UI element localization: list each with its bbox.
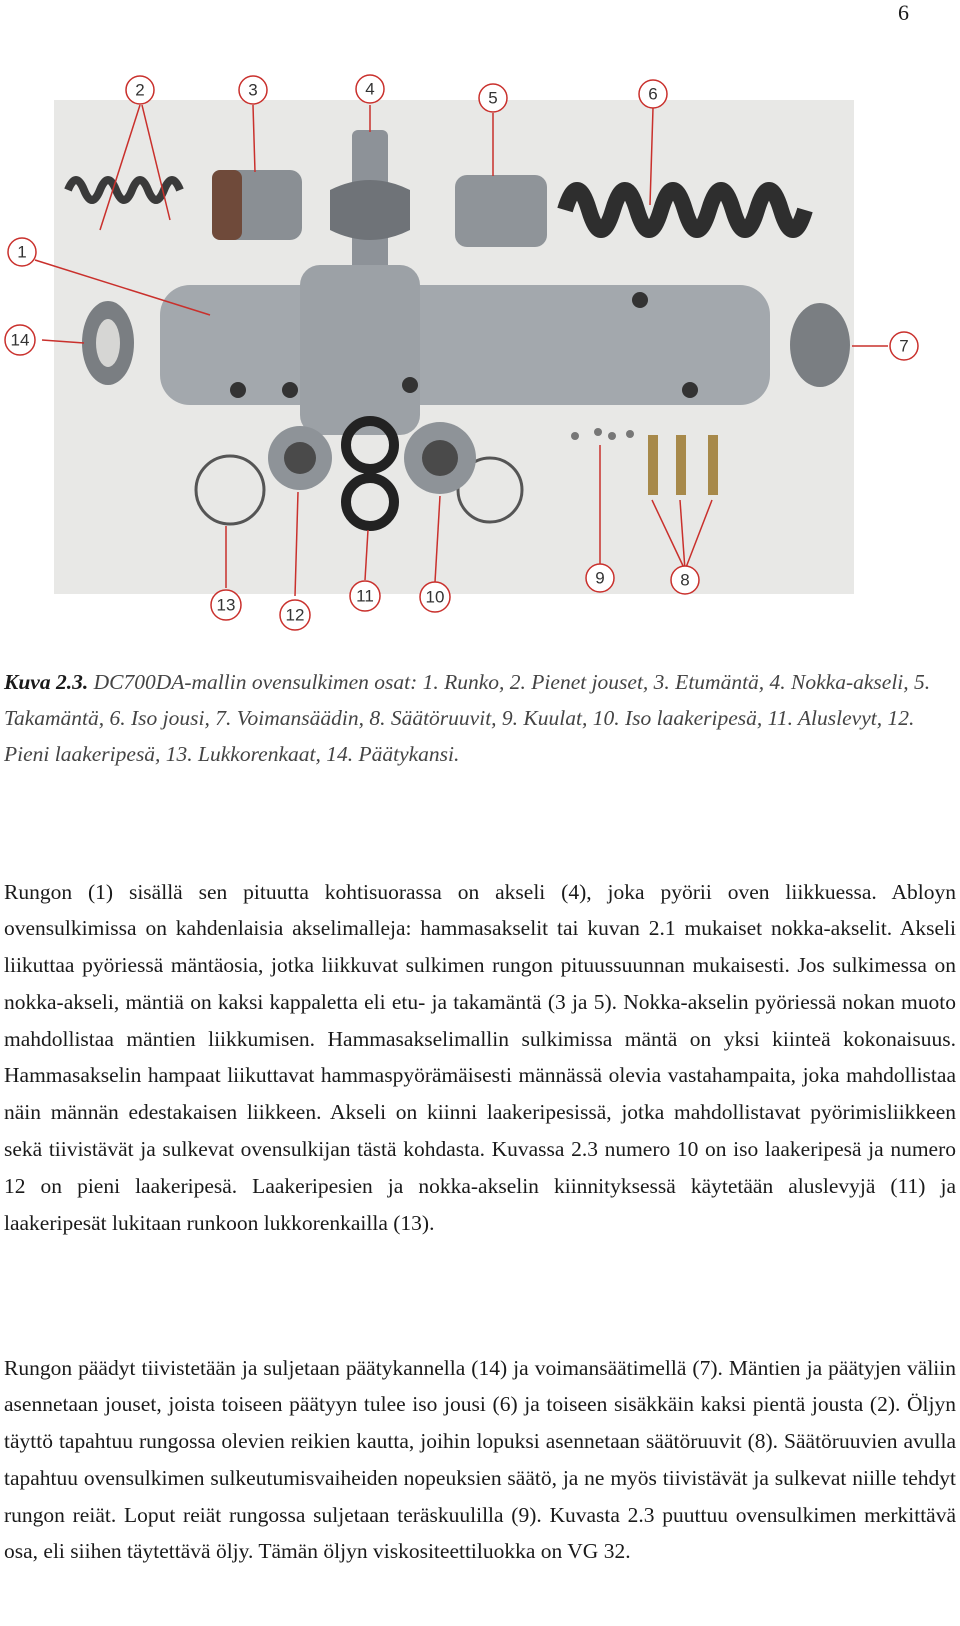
front-piston-part <box>212 170 302 240</box>
screw-part <box>648 435 658 495</box>
ball-part <box>626 430 634 438</box>
callout-label-1: 1 <box>17 242 27 262</box>
callout-label-11: 11 <box>356 586 374 606</box>
callout-label-9: 9 <box>595 568 605 588</box>
parts-figure <box>0 60 960 660</box>
page-number: 6 <box>898 0 909 25</box>
ball-part <box>594 428 602 436</box>
callout-label-5: 5 <box>488 88 498 108</box>
caption-text: DC700DA-mallin ovensulkimen osat: 1. Runko, 2. Pienet jouset, 3. Etumäntä, 4. Nokka-akseli, 5. Takamäntä, 6. Iso jousi, 7. Voimansäädin, 8. Säätöruuvit, 9. Kuulat, 10. Iso laakeripesä, 11. Aluslevyt, 12. Pieni laakeripesä, 13. Lukkorenkaat, 14. Päätykansi. <box>4 670 931 766</box>
callout-label-3: 3 <box>248 80 258 100</box>
figure-caption <box>4 664 956 772</box>
rear-piston-part <box>455 175 547 247</box>
body-paragraph: Rungon päädyt tiivistetään ja suljetaan päätykannella (14) ja voimansäätimellä (7). Mäntien ja päätyjen väliin asennetaan jouset, joista toiseen päätyyn tulee iso jousi (6) ja toiseen sisäkkäin kaksi pientä jousta (2). Öljyn täyttö tapahtuu rungossa olevien reikien kautta, joihin lopuksi asennetaan säätöruuvit (8). Säätöruuvien avulla tapahtuu ovensulkimen sulkeutumisvaiheiden nopeuksien säätö, ja ne myös tiivistävät ja sulkevat niille tehdyt rungon reiät. Loput reiät rungossa suljetaan teräskuulilla (9). Kuvasta 2.3 puuttuu ovensulkimen merkittävä osa, eli siihen täytettävä öljy. Tämän öljyn viskositeettiluokka on VG 32. <box>4 1355 956 1564</box>
parts-photo <box>0 60 960 660</box>
callout-label-6: 6 <box>648 84 658 104</box>
callout-label-10: 10 <box>425 587 445 607</box>
body-paragraph: Rungon (1) sisällä sen pituutta kohtisuorassa on akseli (4), joka pyörii oven liikkuessa. Abloyn ovensulkimissa on kahdenlaisia akselimalleja: hammasakselit tai kuvan 2.1 mukaiset nokka-akselit. Akseli liikuttaa pyöriessä mäntäosia, jotka liikkuvat sulkimen rungon pituussuunnan mukaisesti. Jos sulkimessa on nokka-akseli, mäntiä on kaksi kappaletta eli etu- ja takamäntä (3 ja 5). Nokka-akselin pyöriessä nokan muoto mahdollistaa mäntien liikkumisen. Hammasakselimallin sulkimissa mäntä on yksi kiinteä kokonaisuus. Hammasakselin hampaat liikuttavat hammaspyörämäisesti männässä olevia vastahampaita, joka mahdollistaa näin männän edestakaisen liikkeen. Akseli on kiinni laakeripesissä, jotka mahdollistavat pyörimisliikkeen sekä tiivistävät ja sulkevat ovensulkijan tästä kohdasta. Kuvassa 2.3 numero 10 on iso laakeripesä ja numero 12 on pieni laakeripesä. Laakeripesien ja nokka-akselin kiinnityksessä käytetään aluslevyjä (11) ja laakeripesät lukitaan runkoon lukkorenkailla (13). <box>4 879 956 1235</box>
callout-label-2: 2 <box>135 80 145 100</box>
callout-label-12: 12 <box>285 605 305 625</box>
callout-label-14: 14 <box>10 330 30 350</box>
callout-label-13: 13 <box>216 595 236 615</box>
callout-label-4: 4 <box>365 79 375 99</box>
power-adjuster-part <box>790 303 850 387</box>
screw-part <box>676 435 686 495</box>
ball-part <box>571 432 579 440</box>
ball-part <box>608 432 616 440</box>
callout-label-7: 7 <box>899 336 909 356</box>
callout-label-8: 8 <box>680 570 690 590</box>
caption-label: Kuva 2.3. <box>4 670 89 694</box>
screw-part <box>708 435 718 495</box>
